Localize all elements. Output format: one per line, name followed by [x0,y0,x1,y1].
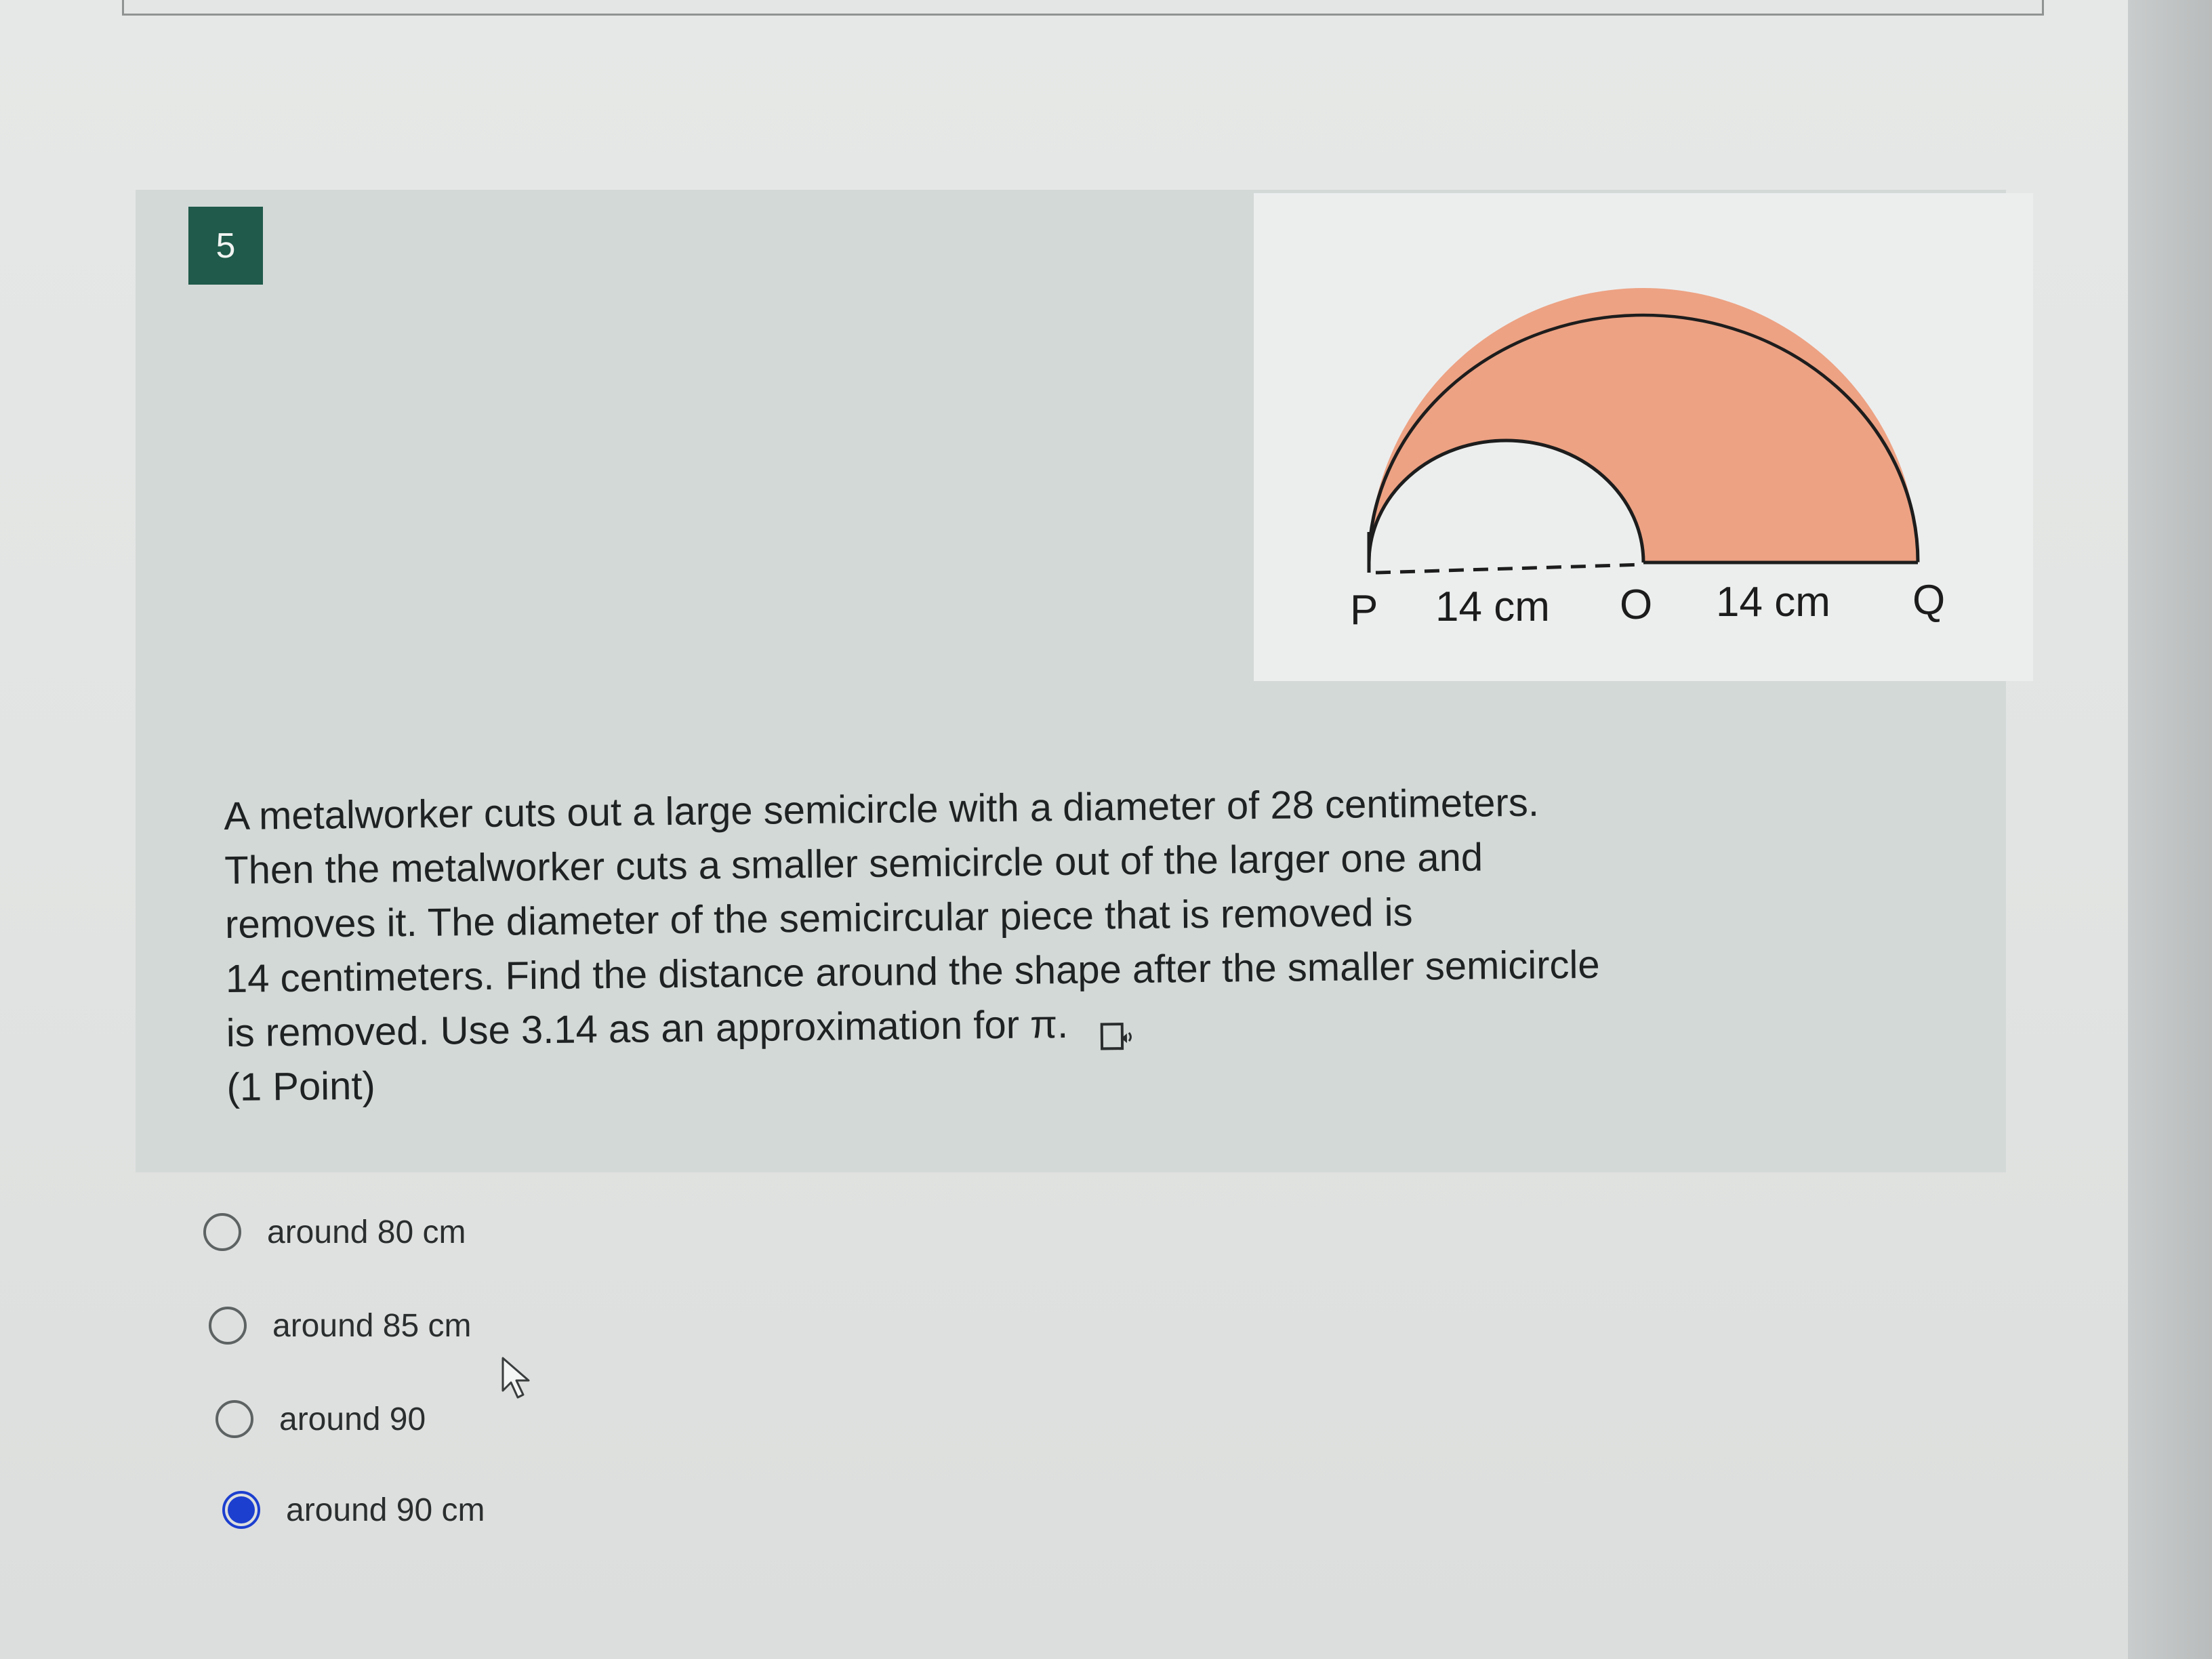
question-figure [1254,193,2033,681]
previous-question-box [122,0,2044,16]
question-line: A metalworker cuts out a large semicircle with a diameter of 28 centimeters. [224,780,1540,838]
option-label: around 80 cm [267,1214,466,1250]
label-right-measure: 14 cm [1716,579,1830,626]
mouse-pointer-icon [500,1355,541,1403]
question-line-text: is removed. Use 3.14 as an approximation for π. [226,1002,1069,1055]
option-around-80-cm[interactable] [203,1213,466,1251]
option-around-85-cm[interactable] [209,1307,472,1345]
radio-selected-dot [228,1496,255,1523]
screen-edge [2128,0,2212,1659]
option-label: around 90 [279,1401,426,1437]
question-line: Then the metalworker cuts a smaller semicircle out of the larger one and [224,835,1483,893]
question-line: removes it. The diameter of the semicircular piece that is removed is [224,890,1413,947]
option-label: around 85 cm [272,1307,472,1344]
label-o: O [1620,581,1653,628]
radio-button[interactable] [216,1400,253,1438]
label-p: P [1350,587,1378,634]
question-line: 14 centimeters. Find the distance around the shape after the smaller semicircle [225,942,1600,1001]
question-number-badge: 5 [188,207,263,285]
dashed-diameter-line [1376,565,1643,573]
label-q: Q [1912,577,1946,623]
option-around-90[interactable] [216,1400,426,1438]
radio-button[interactable] [203,1213,241,1251]
label-left-measure: 14 cm [1435,583,1550,630]
radio-button-selected[interactable] [222,1491,260,1529]
option-around-90-cm[interactable] [222,1491,485,1529]
question-text [224,774,1718,1115]
points-label: (1 Point) [226,1063,376,1109]
option-label: around 90 cm [286,1492,485,1528]
remaining-shape [1369,288,1918,562]
immersive-reader-icon[interactable] [1099,1012,1133,1042]
radio-button[interactable] [209,1307,247,1345]
